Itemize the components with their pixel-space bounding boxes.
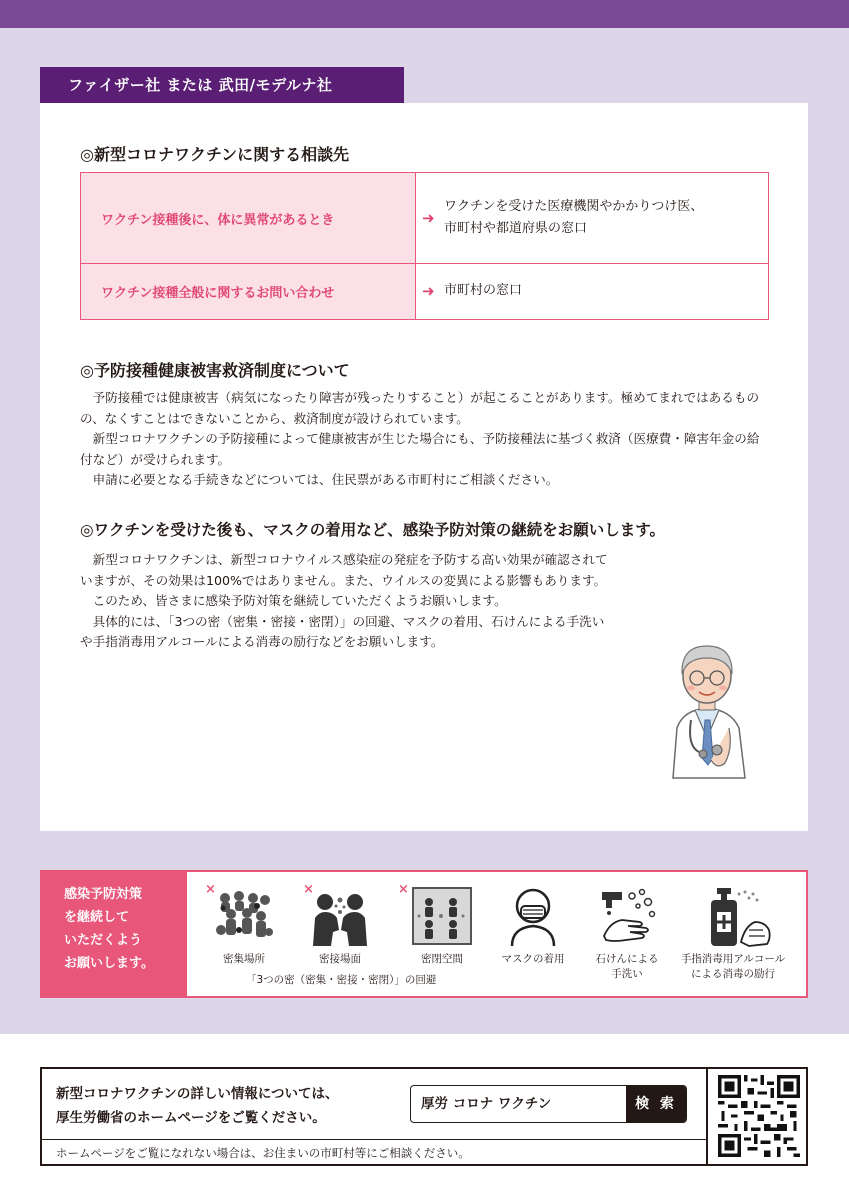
footer-note: ホームページをご覧になれない場合は、お住まいの市町村等にご相談ください。 bbox=[56, 1146, 470, 1160]
mask-item bbox=[496, 886, 570, 967]
prevention-paragraph: 具体的には、「3つの密（密集・密接・密閉）」の回避、マスクの着用、石けんによる手洗いや手指消毒用アルコールによる消毒の励行などをお願いします。 bbox=[80, 613, 605, 649]
relief-paragraph: 新型コロナワクチンの予防接種によって健康被害が生じた場合にも、予防接種法に基づく救済（医療費・障害年金の給付など）が受けられます。 bbox=[80, 431, 760, 467]
closed-space-icon bbox=[411, 886, 473, 948]
banner-message-line: 感染予防対策 bbox=[64, 887, 143, 902]
contact-cell bbox=[416, 173, 769, 264]
icon-label-line: 手指消毒用アルコール bbox=[680, 953, 786, 965]
contact-cell bbox=[416, 264, 769, 320]
icon-label: 密閉空間 bbox=[421, 953, 463, 965]
qr-divider bbox=[706, 1067, 708, 1166]
doctor-illustration bbox=[655, 628, 760, 783]
cross-icon: × bbox=[303, 882, 314, 897]
consultation-heading: ◎新型コロナワクチンに関する相談先 bbox=[80, 145, 350, 164]
prevention-paragraph: このため、皆さまに感染予防対策を継続していただくようお願いします。 bbox=[92, 593, 507, 608]
banner-message-line: お願いします。 bbox=[64, 956, 154, 971]
close-contact-icon bbox=[309, 886, 371, 948]
banner-message-line: いただくよう bbox=[64, 933, 143, 948]
relief-body bbox=[80, 388, 770, 491]
sanitizer-item bbox=[678, 886, 788, 982]
table-row bbox=[81, 264, 769, 320]
condition-cell: ワクチン接種全般に関するお問い合わせ bbox=[81, 264, 416, 320]
close-contact-item bbox=[303, 886, 377, 967]
icon-label-line: 手洗い bbox=[611, 968, 643, 980]
icon-label: 密集場所 bbox=[223, 953, 265, 965]
search-input[interactable]: 厚労 コロナ ワクチン bbox=[421, 1096, 552, 1112]
closed-space-item bbox=[405, 886, 479, 967]
icon-label-line: 石けんによる bbox=[595, 953, 659, 965]
footer-message bbox=[56, 1082, 339, 1130]
contact-line: ワクチンを受けた医療機関やかかりつけ医、 bbox=[444, 199, 704, 214]
consultation-table bbox=[80, 172, 769, 320]
condition-cell: ワクチン接種後に、体に異常があるとき bbox=[81, 173, 416, 264]
crowd-icon bbox=[213, 886, 275, 948]
three-c-caption: 「3つの密（密集・密接・密閉）」の回避 bbox=[246, 974, 437, 986]
handwash-item bbox=[590, 886, 664, 982]
footer-message-line: 新型コロナワクチンの詳しい情報については、 bbox=[56, 1086, 339, 1102]
prevention-body bbox=[80, 550, 615, 653]
banner-message-line: を継続して bbox=[64, 910, 130, 925]
arrow-right-icon: ➜ bbox=[422, 282, 435, 301]
contact-line: 市町村や都道府県の窓口 bbox=[444, 221, 588, 236]
sanitizer-icon bbox=[693, 886, 773, 948]
relief-heading: ◎予防接種健康被害救済制度について bbox=[80, 361, 350, 380]
contact-line: 市町村の窓口 bbox=[444, 283, 523, 299]
handwash-icon bbox=[596, 886, 658, 948]
search-button[interactable]: 検 索 bbox=[626, 1086, 686, 1122]
top-band bbox=[0, 0, 849, 28]
vaccine-maker-tab: ファイザー社 または 武田/モデルナ社 bbox=[40, 67, 404, 103]
prevention-paragraph: 新型コロナワクチンは、新型コロナウイルス感染症の発症を予防する高い効果が確認されていますが、その効果は100%ではありません。また、ウイルスの変異による影響もあります。 bbox=[80, 552, 608, 588]
footer-divider bbox=[40, 1139, 706, 1140]
cross-icon: × bbox=[398, 882, 409, 897]
icon-label-line: による消毒の励行 bbox=[691, 968, 775, 980]
qr-code-icon[interactable] bbox=[718, 1075, 800, 1157]
table-row bbox=[81, 173, 769, 264]
icon-label bbox=[590, 952, 664, 982]
relief-paragraph: 申請に必要となる手続きなどについては、住民票がある市町村にご相談ください。 bbox=[92, 472, 559, 487]
arrow-right-icon: ➜ bbox=[422, 209, 435, 227]
mask-icon bbox=[502, 886, 564, 948]
prevention-heading: ◎ワクチンを受けた後も、マスクの着用など、感染予防対策の継続をお願いします。 bbox=[80, 521, 666, 539]
icon-label: 密接場面 bbox=[319, 953, 361, 965]
cross-icon: × bbox=[205, 882, 216, 897]
footer-message-line: 厚生労働省のホームページをご覧ください。 bbox=[56, 1110, 326, 1126]
icon-label: マスクの着用 bbox=[501, 953, 565, 965]
crowded-places-item bbox=[207, 886, 281, 967]
icon-label bbox=[678, 952, 788, 982]
search-box[interactable] bbox=[410, 1085, 687, 1123]
banner-message bbox=[42, 872, 187, 996]
relief-paragraph: 予防接種では健康被害（病気になったり障害が残ったりすること）が起こることがあります。極めてまれではあるものの、なくすことはできないことから、救済制度が設けられています。 bbox=[80, 390, 760, 426]
